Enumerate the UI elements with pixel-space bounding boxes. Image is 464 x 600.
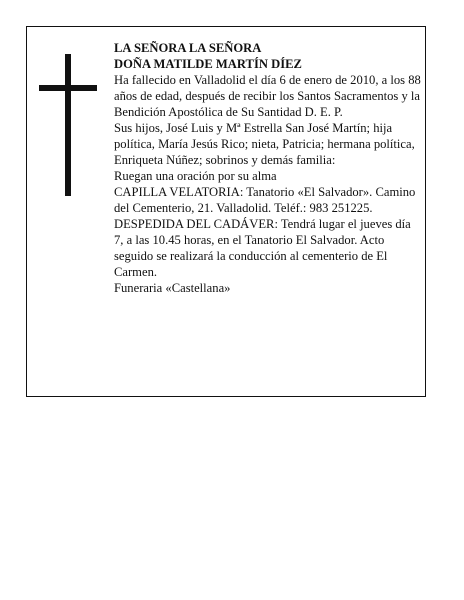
notice-text: [114, 40, 421, 296]
family-list: Sus hijos, José Luis y Mª Estrella San José Martín; hija política, María Jesús Rico; nieta, Patricia; hermana política, Enriqueta Núñez; sobrinos y demás familia:: [114, 121, 415, 167]
funeral-home: Funeraria «Castellana»: [114, 281, 231, 295]
notice-header: LA SEÑORA LA SEÑORA: [114, 41, 262, 55]
farewell-info: DESPEDIDA DEL CADÁVER: Tendrá lugar el jueves día 7, a las 10.45 horas, en el Tanatorio El Salvador. Acto seguido se realizará la conducción al cementerio de El Carmen.: [114, 217, 411, 279]
cross-icon: [39, 54, 97, 196]
chapel-info: CAPILLA VELATORIA: Tanatorio «El Salvador». Camino del Cementerio, 21. Valladolid. Teléf.: 983 251225.: [114, 185, 416, 215]
prayer-request: Ruegan una oración por su alma: [114, 169, 277, 183]
deceased-name: DOÑA MATILDE MARTÍN DÍEZ: [114, 57, 302, 71]
cross-vertical-bar: [65, 54, 71, 196]
obituary-notice: [26, 26, 426, 397]
death-announcement: Ha fallecido en Valladolid el día 6 de enero de 2010, a los 88 años de edad, después de recibir los Santos Sacramentos y la Bendición Apostólica de Su Santidad D. E. P.: [114, 73, 421, 119]
cross-horizontal-bar: [39, 85, 97, 91]
